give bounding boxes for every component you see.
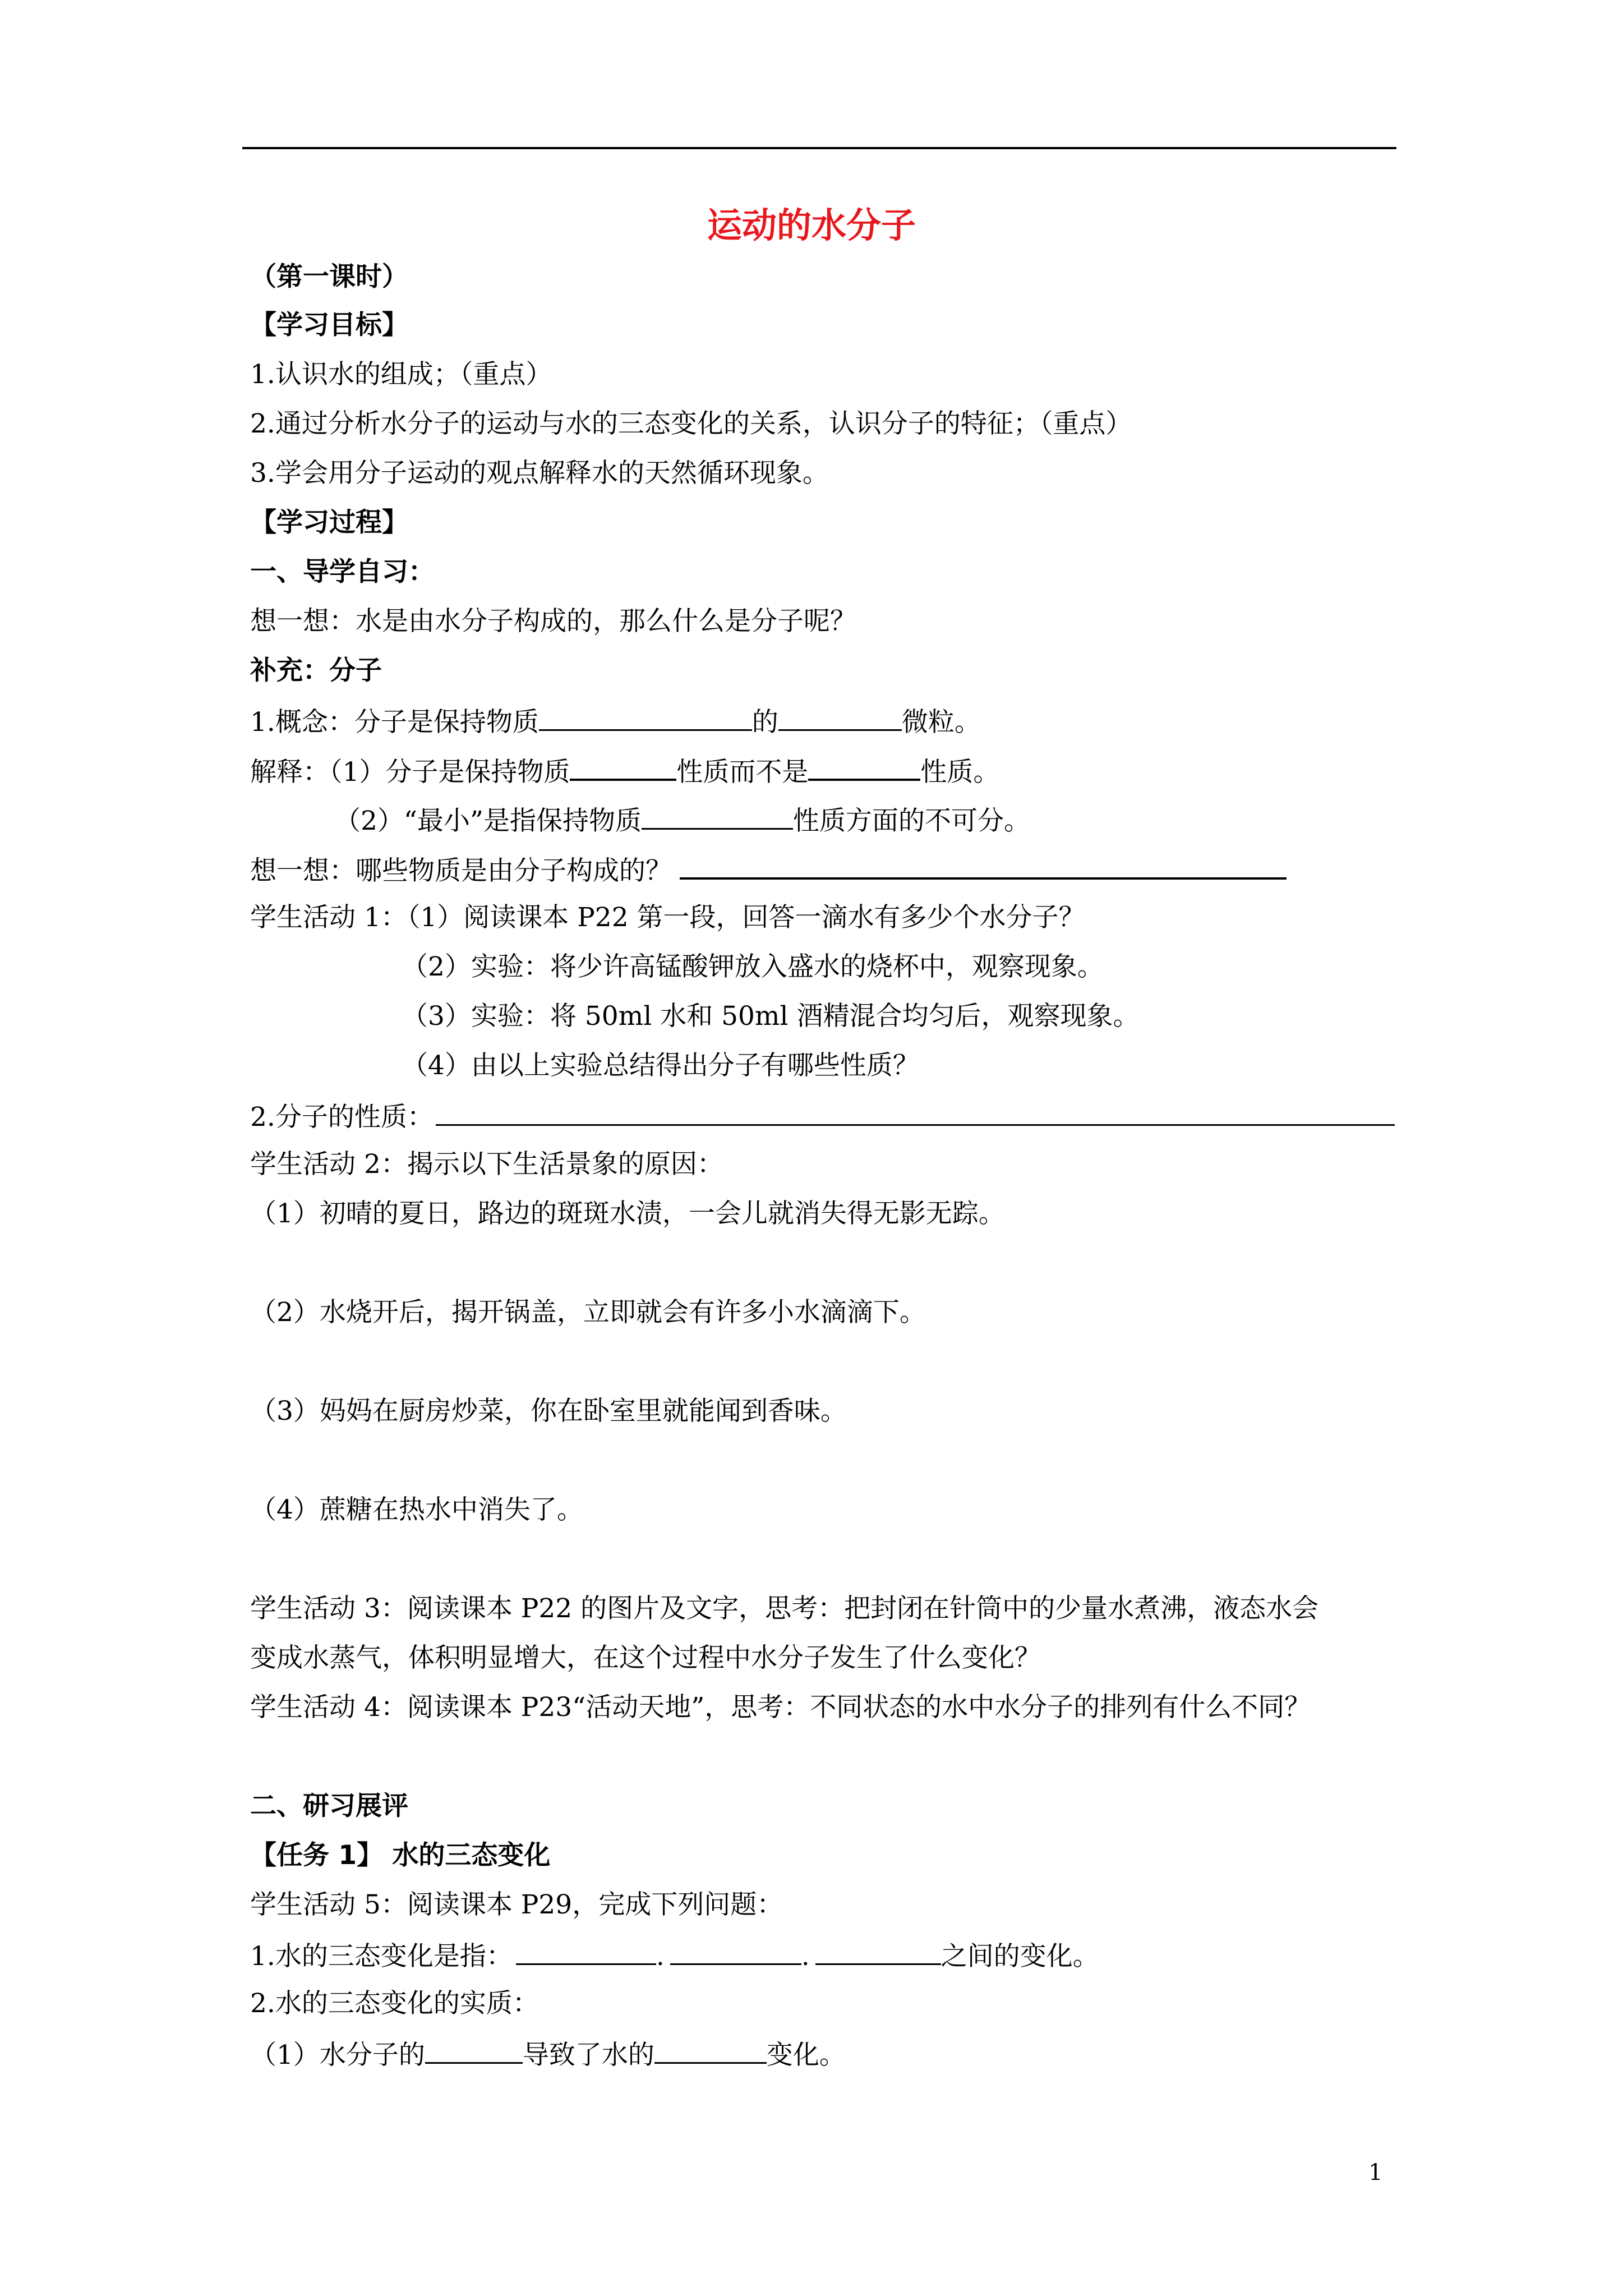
think-question-1: 想一想：水是由水分子构成的，那么什么是分子呢？ (250, 606, 856, 637)
concept-line (250, 702, 981, 740)
essence1-text-b: 导致了水的 (522, 2040, 654, 2070)
explain-line-2 (334, 801, 1030, 839)
activity-1-line-4: （4）由以上实验总结得出分子有哪些性质？ (402, 1050, 919, 1081)
concept-blank-2[interactable] (778, 702, 902, 731)
explain2-text-a: （2）“最小”是指保持物质 (334, 806, 642, 836)
think2-text: 想一想：哪些物质是由分子构成的？ (250, 855, 672, 886)
essence1-blank-2[interactable] (654, 2035, 767, 2064)
states-blank-2[interactable] (670, 1936, 801, 1965)
section-2-heading: 二、研习展评 (250, 1791, 408, 1821)
activity-5: 学生活动 5：阅读课本 P29，完成下列问题： (250, 1889, 783, 1920)
explain2-text-b: 性质方面的不可分。 (792, 806, 1030, 836)
goal-1: 1.认识水的组成；（重点） (250, 359, 552, 390)
states-end: 之间的变化。 (940, 1941, 1099, 1972)
activity-4: 学生活动 4：阅读课本 P23“活动天地”，思考：不同状态的水中水分子的排列有什么不同？ (250, 1692, 1311, 1723)
think2-blank[interactable] (680, 850, 1287, 880)
essence-item-1 (250, 2035, 846, 2073)
explain1-blank-1[interactable] (570, 752, 676, 781)
page-number: 1 (1368, 2160, 1383, 2185)
explain1-text-b: 性质而不是 (676, 757, 809, 788)
explain1-text-c: 性质。 (920, 757, 1000, 788)
phenomenon-4: （4）蔗糖在热水中消失了。 (250, 1494, 583, 1525)
supplement-heading: 补充：分子 (250, 655, 382, 686)
explain2-blank[interactable] (642, 801, 793, 830)
states-line (250, 1936, 1099, 1975)
task-1-heading: 【任务 1】 水的三态变化 (250, 1840, 551, 1871)
properties-blank[interactable] (436, 1097, 1395, 1126)
essence1-text-c: 变化。 (766, 2040, 846, 2070)
essence1-text-a: （1）水分子的 (250, 2040, 425, 2070)
explain1-text-a: 解释：（1）分子是保持物质 (250, 757, 570, 788)
phenomenon-2: （2）水烧开后，揭开锅盖，立即就会有许多小水滴滴下。 (250, 1297, 926, 1328)
essence1-blank-1[interactable] (425, 2035, 523, 2064)
states-sep-1: . (656, 1941, 665, 1972)
phenomenon-3: （3）妈妈在厨房炒菜，你在卧室里就能闻到香味。 (250, 1396, 847, 1427)
activity-3-line-2: 变成水蒸气，体积明显增大，在这个过程中水分子发生了什么变化？ (250, 1642, 1041, 1673)
activity-1-line-1: 学生活动 1：（1）阅读课本 P22 第一段，回答一滴水有多少个水分子？ (250, 902, 1085, 933)
explain1-blank-2[interactable] (808, 752, 920, 781)
concept-text-c: 微粒。 (901, 707, 981, 738)
goal-3: 3.学会用分子运动的观点解释水的天然循环现象。 (250, 458, 829, 489)
properties-line (250, 1097, 1395, 1135)
states-sep-2: . (801, 1941, 810, 1972)
concept-text-a: 1.概念：分子是保持物质 (250, 707, 539, 738)
activity-2: 学生活动 2：揭示以下生活景象的原因： (250, 1149, 723, 1180)
goals-heading: 【学习目标】 (250, 310, 408, 341)
page-title: 运动的水分子 (707, 205, 916, 246)
lesson-label: （第一课时） (250, 261, 408, 292)
properties-text: 2.分子的性质： (250, 1102, 434, 1133)
explain-line-1 (250, 752, 999, 790)
activity-1-line-3: （3）实验：将 50ml 水和 50ml 酒精混合均匀后，观察现象。 (402, 1001, 1140, 1032)
header-rule (242, 147, 1396, 149)
process-heading: 【学习过程】 (250, 507, 408, 538)
concept-text-b: 的 (751, 707, 778, 738)
goal-2: 2.通过分析水分子的运动与水的三态变化的关系，认识分子的特征；（重点） (250, 408, 1132, 439)
states-blank-1[interactable] (516, 1936, 656, 1965)
activity-1-line-2: （2）实验：将少许高锰酸钾放入盛水的烧杯中，观察现象。 (402, 951, 1104, 982)
think-question-2 (250, 850, 1287, 889)
states-blank-3[interactable] (815, 1936, 941, 1965)
phenomenon-1: （1）初晴的夏日，路边的斑斑水渍，一会儿就消失得无影无踪。 (250, 1198, 1005, 1229)
section-1-heading: 一、导学自习： (250, 556, 435, 587)
activity-3-line-1: 学生活动 3：阅读课本 P22 的图片及文字，思考：把封闭在针筒中的少量水煮沸，液态水会 (250, 1593, 1319, 1624)
states-text: 1.水的三态变化是指： (250, 1941, 513, 1972)
essence-line: 2.水的三态变化的实质： (250, 1988, 539, 2019)
concept-blank-1[interactable] (539, 702, 752, 731)
